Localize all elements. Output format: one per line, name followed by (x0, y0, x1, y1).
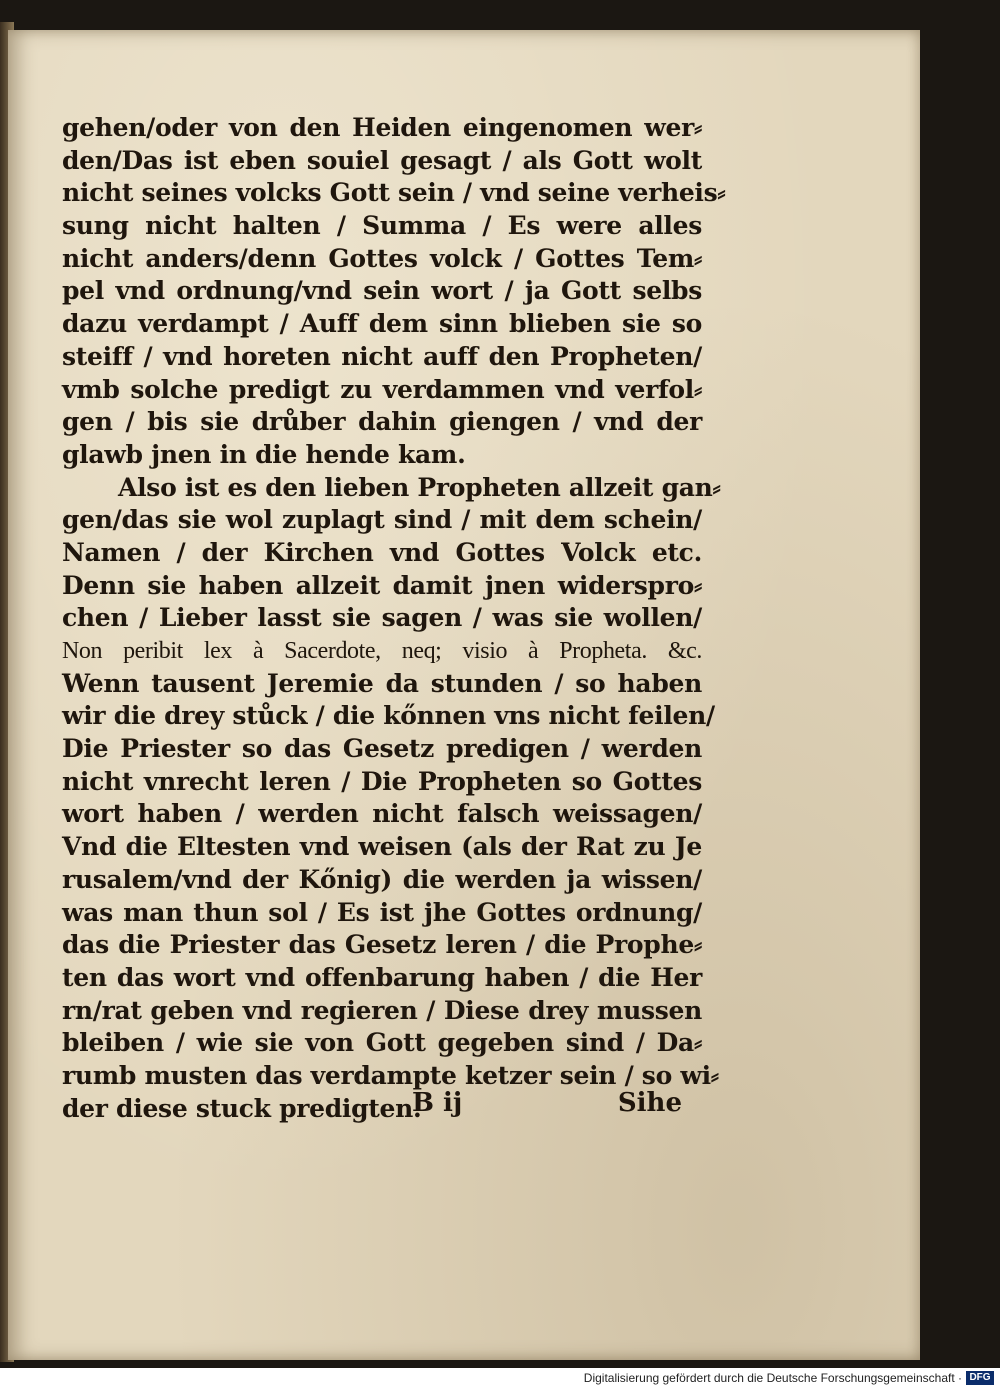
text-line: ten das wort vnd offenbarung haben / die Her (62, 962, 702, 992)
catchword: Sihe (617, 1088, 682, 1118)
text-line: gen / bis sie drůber dahin giengen / vnd der (62, 407, 702, 437)
text-line: chen / Lieber lasst sie sagen / was sie wollen/ (62, 603, 702, 633)
signature-mark: B ij (412, 1088, 463, 1118)
text-line: was man thun sol / Es ist jhe Gottes ordnung/ (62, 897, 702, 927)
text-line: Wenn tausent Jeremie da stunden / so haben (62, 668, 702, 698)
text-line: Namen / der Kirchen vnd Gottes Volck etc. (62, 537, 702, 567)
funding-credit-text: Digitalisierung gefördert durch die Deutsche Forschungsgemeinschaft · (583, 1371, 962, 1385)
text-line: nicht vnrecht leren / Die Propheten so Gottes (62, 766, 702, 796)
text-line: den/Das ist eben souiel gesagt / als Gott wolt (62, 145, 702, 175)
text-line: das die Priester das Gesetz leren / die Prophe⸗ (62, 930, 702, 960)
text-line: wort haben / werden nicht falsch weissagen/ (62, 799, 702, 829)
text-line: dazu verdampt / Auff dem sinn blieben sie so (62, 309, 702, 339)
paragraph-end-line: glawb jnen in die hende kam. (62, 439, 466, 469)
text-line: rumb musten das verdampte ketzer sein / so wi⸗ (62, 1060, 719, 1090)
text-line: sung nicht halten / Summa / Es were alles (62, 211, 702, 241)
text-line: bleiben / wie sie von Gott gegeben sind / Da⸗ (62, 1028, 702, 1058)
latin-quotation-line: Non peribit lex à Sacerdote, neq; visio à Propheta. &c. (62, 638, 702, 664)
funding-credit-bar (0, 1368, 1000, 1389)
text-line: Denn sie haben allzeit damit jnen widerspro⸗ (62, 570, 702, 600)
text-line: nicht seines volcks Gott sein / vnd seine verheis⸗ (62, 178, 726, 208)
text-line: wir die drey stůck / die kőnnen vns nicht feilen/ (62, 701, 715, 731)
paragraph-end-line: der diese stuck predigten. (62, 1093, 422, 1123)
text-line: pel vnd ordnung/vnd sein wort / ja Gott selbs (62, 276, 702, 306)
text-line: steiff / vnd horeten nicht auff den Propheten/ (62, 341, 702, 371)
paragraph-start-line: Also ist es den lieben Propheten allzeit gan⸗ (118, 472, 721, 502)
text-line: Die Priester so das Gesetz predigen / werden (62, 734, 702, 764)
text-line: rusalem/vnd der Kőnig) die werden ja wissen/ (62, 864, 702, 894)
text-line: nicht anders/denn Gottes volck / Gottes Tem⸗ (62, 243, 702, 273)
text-line: Vnd die Eltesten vnd weisen (als der Rat zu Je (62, 832, 702, 862)
dfg-logo: DFG (966, 1371, 994, 1385)
text-line: gehen/oder von den Heiden eingenomen wer⸗ (62, 113, 702, 142)
text-line: gen/das sie wol zuplagt sind / mit dem schein/ (62, 505, 702, 535)
text-line: rn/rat geben vnd regieren / Diese drey mussen (62, 995, 702, 1025)
text-line: vmb solche predigt zu verdammen vnd verfol⸗ (62, 374, 702, 404)
page-text-block (62, 112, 726, 1125)
page-footer (60, 1088, 682, 1128)
